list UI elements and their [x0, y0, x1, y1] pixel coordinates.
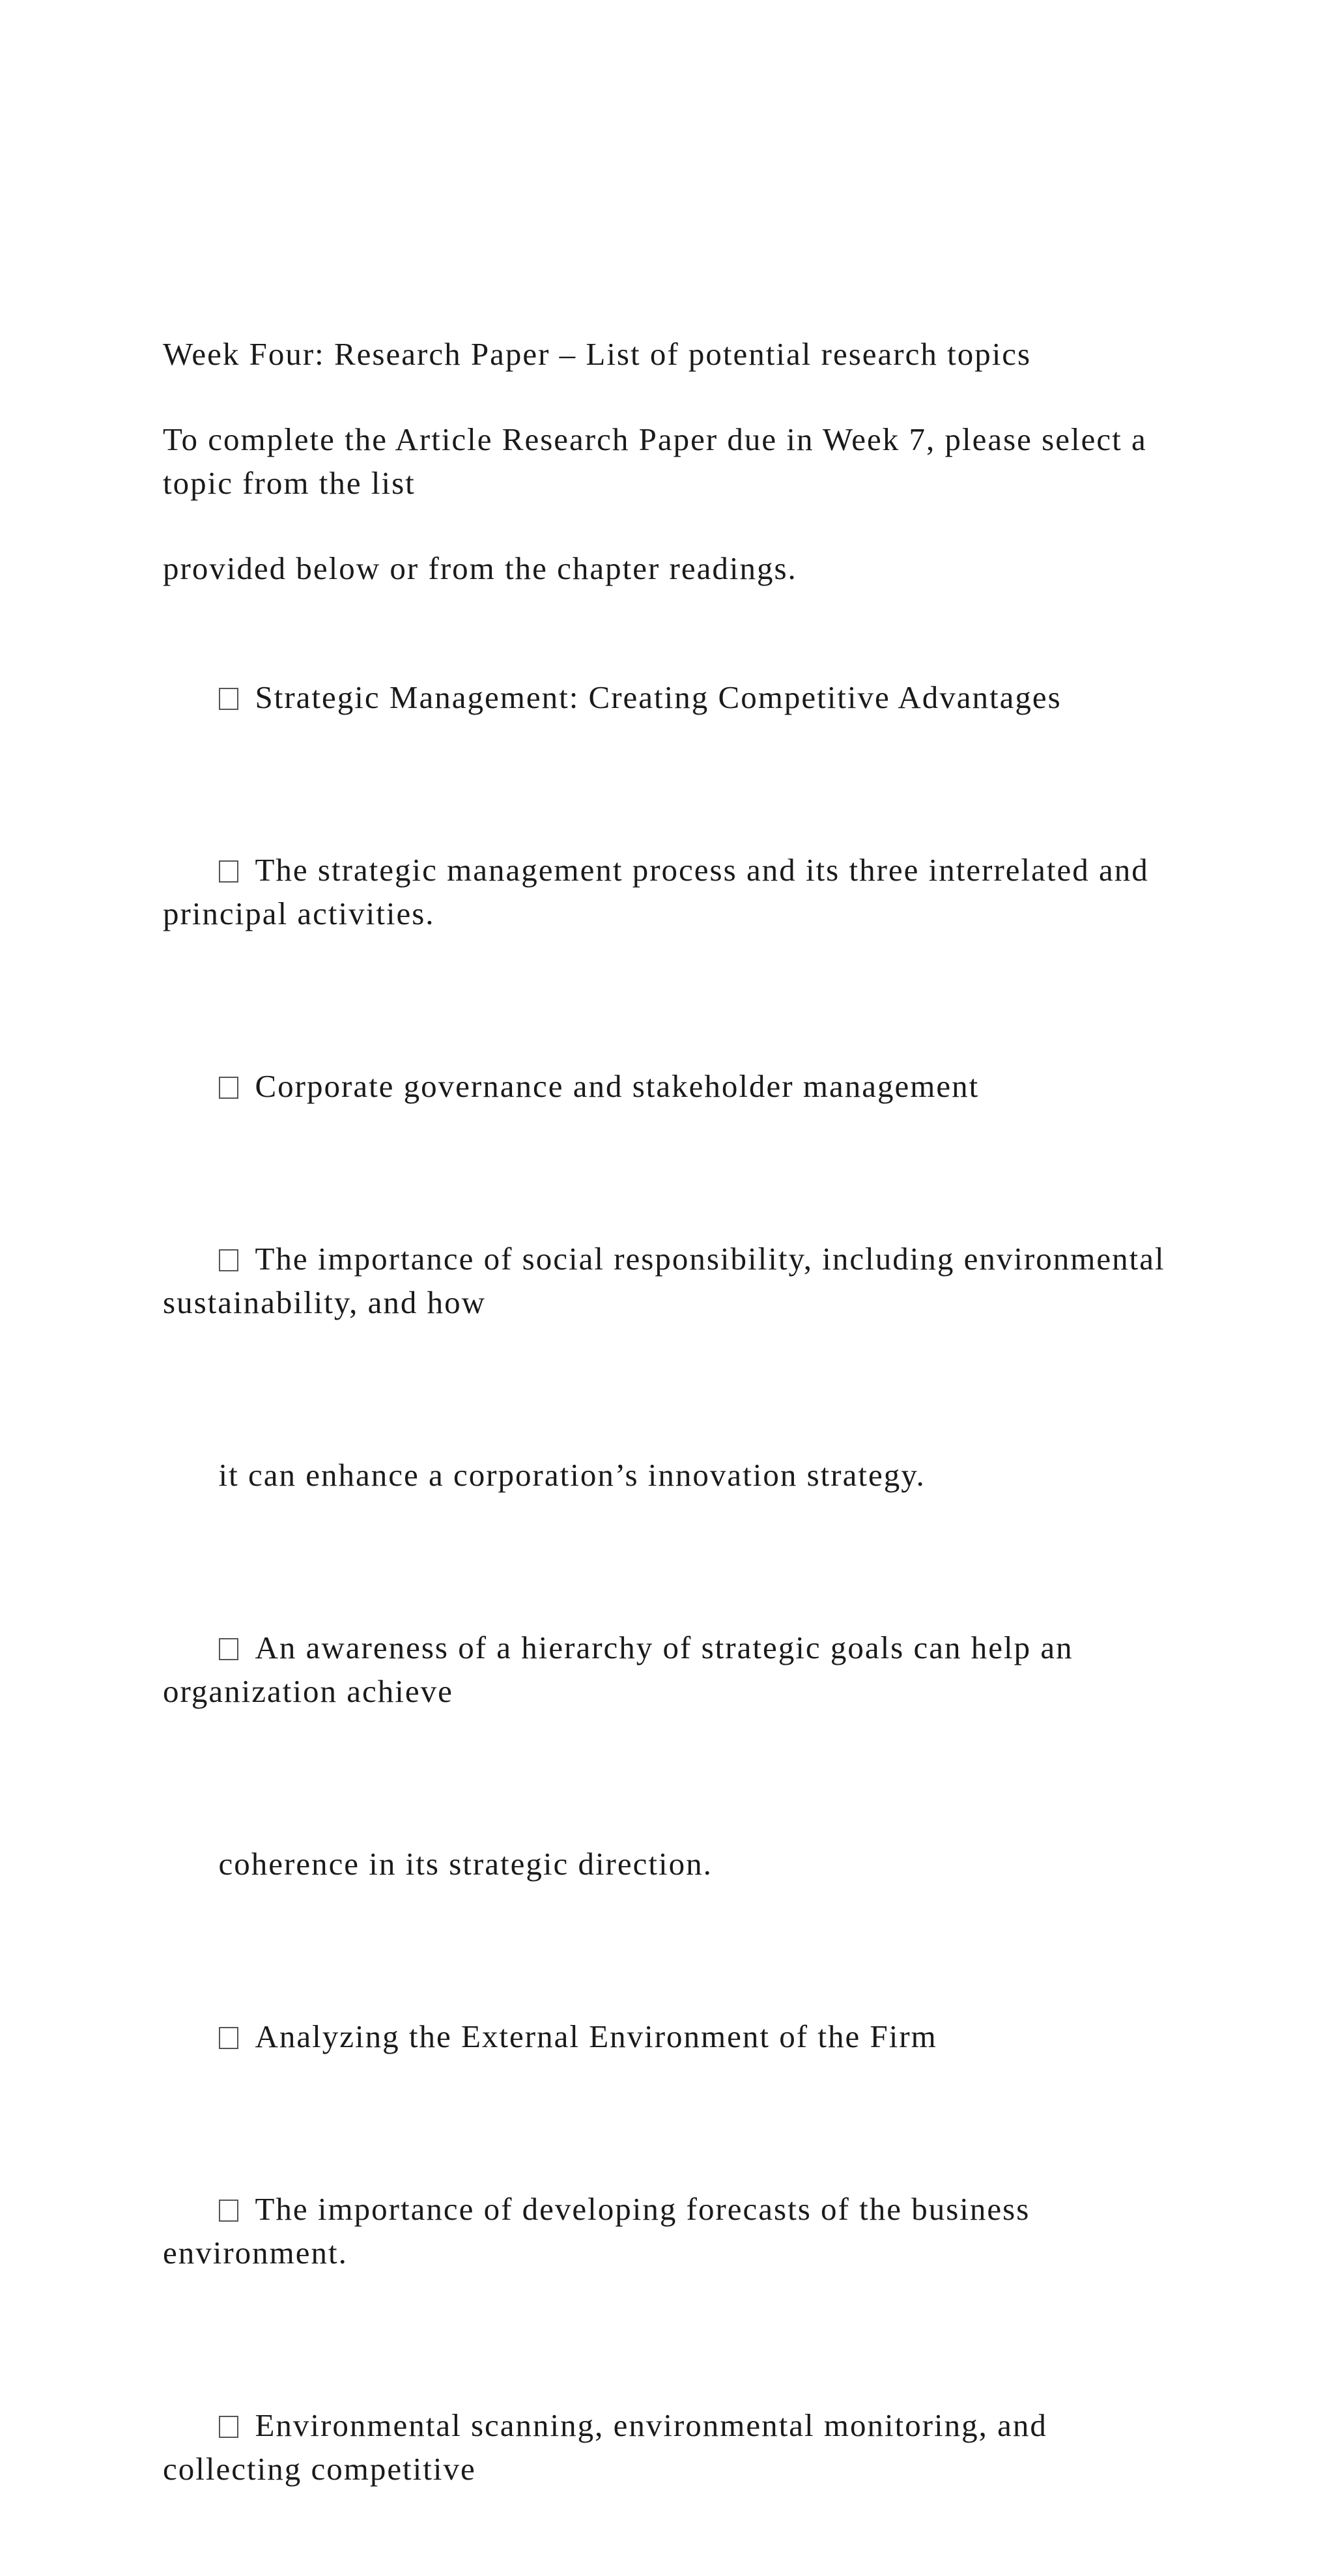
topic-text: The importance of developing forecasts of the business environment. [163, 2191, 1040, 2271]
topic-continuation [163, 1409, 1179, 1540]
missing-glyph-box-icon [219, 860, 238, 883]
missing-glyph-box-icon [219, 2416, 238, 2438]
intro-paragraph: To complete the Article Research Paper due in Week 7, please select a topic from the list [163, 421, 1156, 501]
topic-item [163, 1971, 1179, 2102]
missing-glyph-box-icon [219, 2027, 238, 2049]
topic-item [163, 2360, 1179, 2534]
topic-text: An awareness of a hierarchy of strategic goals can help an organization achieve [163, 1630, 1083, 1709]
topic-item [163, 2144, 1179, 2318]
document-title: Week Four: Research Paper – List of potential research topics [163, 336, 1032, 372]
topic-item [163, 1582, 1179, 1757]
topic-item [163, 1193, 1179, 1368]
topic-text: Analyzing the External Environment of the Firm [255, 2018, 937, 2054]
topic-text: it can enhance a corporation’s innovation strategy. [218, 1457, 926, 1493]
topic-item [163, 632, 1179, 763]
document-body [163, 332, 1179, 2576]
missing-glyph-box-icon [219, 1249, 238, 1271]
missing-glyph-box-icon [219, 1077, 238, 1099]
topic-text: Corporate governance and stakeholder management [255, 1068, 980, 1104]
topic-text: The strategic management process and its three interrelated and principal activities. [163, 852, 1158, 931]
topic-text: The importance of social responsibility, including environmental sustainability, and how [163, 1241, 1174, 1320]
topic-text: Strategic Management: Creating Competitive Advantages [255, 679, 1062, 715]
missing-glyph-box-icon [219, 2200, 238, 2222]
topic-text: coherence in its strategic direction. [218, 1846, 713, 1882]
topic-item [163, 804, 1179, 979]
topic-continuation [163, 1798, 1179, 1929]
topic-item [163, 1021, 1179, 1152]
intro-continuation: provided below or from the chapter readings. [163, 550, 797, 586]
missing-glyph-box-icon [219, 1638, 238, 1660]
missing-glyph-box-icon [219, 688, 238, 710]
topic-text: Environmental scanning, environmental monitoring, and collecting competitive [163, 2407, 1057, 2487]
